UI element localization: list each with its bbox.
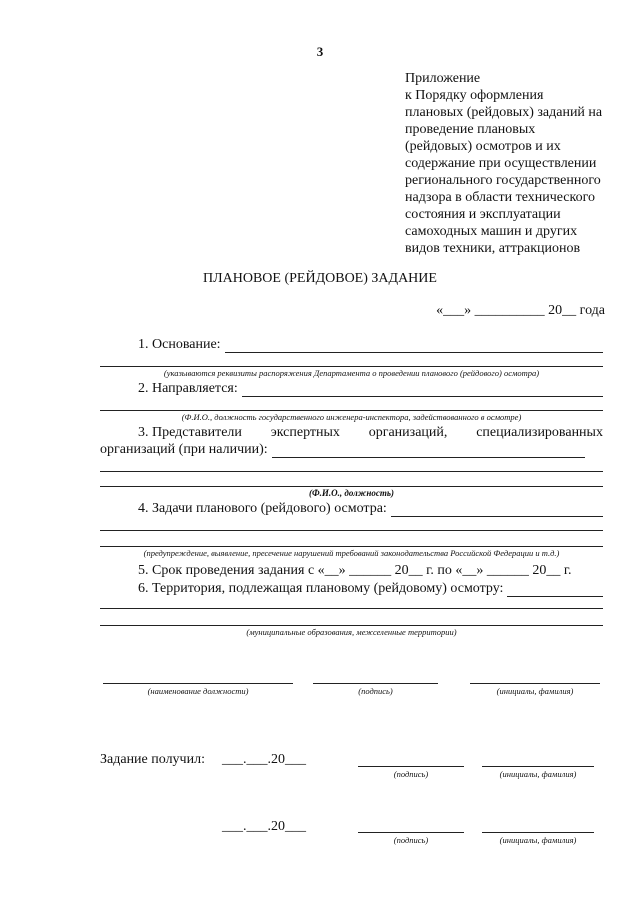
basis-field[interactable]	[225, 339, 603, 353]
section-basis-label: 1. Основание:	[138, 337, 221, 352]
representatives-word: специализированных	[476, 425, 603, 440]
representatives-field-line-2[interactable]	[100, 471, 603, 472]
appendix-line: содержание при осуществлении	[405, 156, 597, 171]
signature-hint: (подпись)	[358, 686, 393, 696]
appendix-line: (рейдовых) осмотров и их	[405, 139, 561, 154]
section-assigned	[138, 380, 603, 397]
section-assigned-label: 2. Направляется:	[138, 381, 238, 396]
section-tasks-label: 4. Задачи планового (рейдового) осмотра:	[138, 501, 387, 516]
section-tasks	[138, 500, 603, 517]
section-basis	[138, 336, 603, 353]
appendix-line: Приложение	[405, 71, 481, 86]
appendix-line: состояния и эксплуатации	[405, 207, 561, 222]
received-label: Задание получил:	[100, 752, 205, 767]
territory-field-line-3[interactable]	[100, 625, 603, 626]
section-period: 5. Срок проведения задания с «__» ______ 20__ г. по «__» ______ 20__ г.	[138, 563, 572, 578]
tasks-field-line-2[interactable]	[100, 530, 603, 531]
representatives-word: экспертных	[270, 425, 340, 440]
section-territory	[138, 580, 603, 597]
document-date: «___» __________ 20__ года	[436, 303, 605, 318]
territory-field-line-2[interactable]	[100, 608, 603, 609]
section-representatives-line2	[100, 441, 585, 458]
section-representatives	[138, 424, 603, 441]
received-signature-hint: (подпись)	[393, 769, 429, 779]
territory-hint: (муниципальные образования, межселенные территории)	[246, 627, 457, 637]
received-name-field[interactable]	[482, 766, 594, 767]
name-field[interactable]	[470, 683, 600, 684]
section-territory-label: 6. Территория, подлежащая плановому (рейдовому) осмотру:	[138, 581, 504, 596]
appendix-line: регионального государственного	[405, 173, 601, 188]
representatives-field[interactable]	[272, 444, 585, 458]
document-title: ПЛАНОВОЕ (РЕЙДОВОЕ) ЗАДАНИЕ	[203, 271, 437, 286]
basis-hint: (указываются реквизиты распоряжения Департамента о проведении планового (рейдового) осмотра)	[163, 368, 540, 378]
tasks-field[interactable]	[391, 503, 603, 517]
assigned-hint: (Ф.И.О., должность государственного инженера-инспектора, задействованного в осмотре)	[181, 412, 522, 422]
assigned-field[interactable]	[242, 383, 603, 397]
appendix-line: видов техники, аттракционов	[405, 241, 581, 256]
appendix-block	[405, 70, 605, 257]
basis-field-line-2[interactable]	[100, 366, 603, 367]
position-hint: (наименование должности)	[147, 686, 249, 696]
page-number: 3	[316, 44, 324, 59]
second-signature-field[interactable]	[358, 832, 464, 833]
second-received-date[interactable]: ___.___.20___	[222, 819, 306, 834]
appendix-line: проведение плановых	[405, 122, 536, 137]
second-signature-hint: (подпись)	[393, 835, 429, 845]
representatives-field-line-3[interactable]	[100, 486, 603, 487]
territory-field[interactable]	[507, 583, 603, 597]
second-name-field[interactable]	[482, 832, 594, 833]
position-field[interactable]	[103, 683, 293, 684]
appendix-line: самоходных машин и других	[405, 224, 578, 239]
signature-field[interactable]	[313, 683, 438, 684]
representatives-label-2: организаций (при наличии):	[100, 442, 268, 457]
name-hint: (инициалы, фамилия)	[496, 686, 574, 696]
appendix-line: плановых (рейдовых) заданий на	[405, 105, 603, 120]
received-name-hint: (инициалы, фамилия)	[499, 769, 577, 779]
appendix-line: надзора в области технического	[405, 190, 596, 205]
tasks-field-line-3[interactable]	[100, 546, 603, 547]
received-signature-field[interactable]	[358, 766, 464, 767]
representatives-hint: (Ф.И.О., должность)	[309, 488, 394, 498]
representatives-word: организаций,	[368, 425, 448, 440]
tasks-hint: (предупреждение, выявление, пресечение нарушений требований законодательства Российской Федерации и т.д.)	[143, 548, 560, 558]
appendix-line: к Порядку оформления	[405, 88, 544, 103]
second-name-hint: (инициалы, фамилия)	[499, 835, 577, 845]
assigned-field-line-2[interactable]	[100, 410, 603, 411]
received-date[interactable]: ___.___.20___	[222, 752, 306, 767]
representatives-word: 3. Представители	[138, 425, 242, 440]
